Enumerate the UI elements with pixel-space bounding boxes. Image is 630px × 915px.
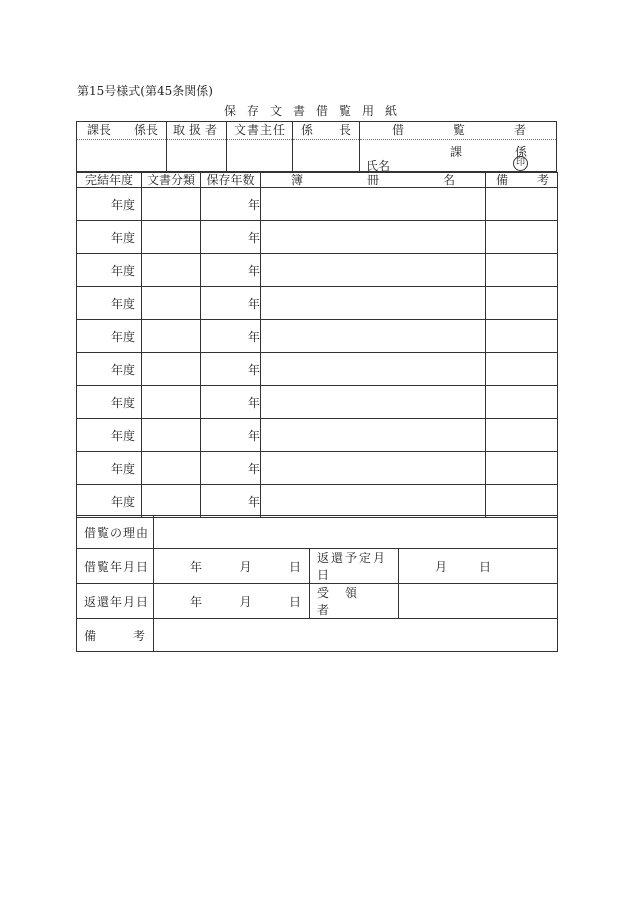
remarks-cell[interactable] <box>486 386 558 419</box>
ledger-name-cell[interactable] <box>261 188 486 221</box>
approval-bunsho-shunin-stamp-area <box>227 140 292 171</box>
approval-col-toriatsukai <box>167 122 227 171</box>
borrow-date-field[interactable] <box>154 549 310 584</box>
form-number-label: 第15号様式(第45条関係) <box>77 84 213 98</box>
table-row <box>77 353 558 386</box>
return-date-field[interactable] <box>154 584 310 619</box>
approval-kakaricho-stamp-area <box>293 140 359 171</box>
retention-unit-label: 年 <box>247 395 260 410</box>
year-unit-label: 年度 <box>110 263 135 278</box>
return-date-label: 返還年月日 <box>77 584 154 619</box>
document-title-text: 保存文書借覧用紙 <box>223 104 408 118</box>
table-row <box>77 188 558 221</box>
retention-unit-label: 年 <box>247 230 260 245</box>
borrower-fields <box>360 140 556 171</box>
remarks-cell[interactable] <box>486 221 558 254</box>
remarks-header-char-1: 備 <box>496 172 509 187</box>
table-header-row <box>77 173 558 188</box>
approval-col-borrower <box>360 122 556 171</box>
retention-cell[interactable] <box>201 419 261 452</box>
retention-unit-label: 年 <box>247 296 260 311</box>
completed-year-cell[interactable] <box>77 320 142 353</box>
approval-kakaricho-label: 係長 <box>133 123 158 137</box>
document-list-table <box>76 172 558 518</box>
completed-year-cell[interactable] <box>77 287 142 320</box>
retention-cell[interactable] <box>201 287 261 320</box>
doc-class-cell[interactable] <box>142 353 201 386</box>
retention-unit-label: 年 <box>247 428 260 443</box>
retention-cell[interactable] <box>201 485 261 518</box>
completed-year-cell[interactable] <box>77 386 142 419</box>
return-month-unit: 月 <box>239 594 252 609</box>
year-unit-label: 年度 <box>110 197 135 212</box>
retention-cell[interactable] <box>201 353 261 386</box>
year-unit-label: 年度 <box>110 362 135 377</box>
borrow-date-row <box>77 549 558 584</box>
remarks-label-char-1: 備 <box>84 628 97 643</box>
approval-col-bunsho-shunin <box>227 122 293 171</box>
approval-cho-char: 長 <box>338 123 351 137</box>
remarks-cell[interactable] <box>486 419 558 452</box>
approval-toriatsukai-label: 取扱者 <box>173 123 222 137</box>
remarks-cell[interactable] <box>486 452 558 485</box>
borrower-name-label: 氏名 <box>366 159 391 173</box>
year-unit-label: 年度 <box>110 230 135 245</box>
col-completed-year-header: 完結年度 <box>77 173 142 188</box>
return-due-month-unit: 月 <box>435 559 448 574</box>
document-list-body <box>77 188 558 518</box>
reason-row <box>77 516 558 549</box>
approval-box <box>76 121 557 172</box>
ledger-header-char-2: 冊 <box>366 172 379 187</box>
retention-unit-label: 年 <box>247 362 260 377</box>
completed-year-cell[interactable] <box>77 254 142 287</box>
retention-unit-label: 年 <box>247 494 260 509</box>
retention-unit-label: 年 <box>247 461 260 476</box>
ledger-header-char-1: 簿 <box>291 172 304 187</box>
return-due-field[interactable] <box>399 549 558 584</box>
return-date-row <box>77 584 558 619</box>
col-retention-header: 保存年数 <box>201 173 261 188</box>
doc-class-cell[interactable] <box>142 452 201 485</box>
seal-mark-icon: 印 <box>513 156 528 171</box>
table-row <box>77 419 558 452</box>
ledger-name-cell[interactable] <box>261 221 486 254</box>
year-unit-label: 年度 <box>110 329 135 344</box>
retention-unit-label: 年 <box>247 263 260 278</box>
year-unit-label: 年度 <box>110 296 135 311</box>
borrow-date-label: 借覧年月日 <box>77 549 154 584</box>
table-row <box>77 386 558 419</box>
approval-kakari-char: 係 <box>301 123 314 137</box>
remarks-cell[interactable] <box>486 254 558 287</box>
col-remarks-header <box>486 173 558 188</box>
receiver-label: 受領者 <box>310 584 399 619</box>
ledger-name-cell[interactable] <box>261 386 486 419</box>
retention-unit-label: 年 <box>247 197 260 212</box>
remarks-cell[interactable] <box>486 353 558 386</box>
approval-bunsho-shunin-label: 文書主任 <box>234 123 287 137</box>
doc-class-cell[interactable] <box>142 320 201 353</box>
remarks-label-char-2: 考 <box>132 628 145 643</box>
remarks-cell[interactable] <box>486 485 558 518</box>
retention-cell[interactable] <box>201 452 261 485</box>
loan-details-table <box>76 515 558 652</box>
approval-col-kakaricho <box>293 122 360 171</box>
ledger-name-cell[interactable] <box>261 353 486 386</box>
borrower-head-char-2: 覧 <box>452 123 465 137</box>
completed-year-cell[interactable] <box>77 419 142 452</box>
table-row <box>77 287 558 320</box>
ledger-header-char-3: 名 <box>442 172 455 187</box>
return-year-unit: 年 <box>190 594 203 609</box>
doc-class-cell[interactable] <box>142 287 201 320</box>
approval-kacho-label: 課長 <box>87 123 112 137</box>
doc-class-cell[interactable] <box>142 386 201 419</box>
completed-year-cell[interactable] <box>77 485 142 518</box>
doc-class-cell[interactable] <box>142 188 201 221</box>
doc-class-cell[interactable] <box>142 485 201 518</box>
col-doc-class-header: 文書分類 <box>142 173 201 188</box>
ledger-name-cell[interactable] <box>261 254 486 287</box>
return-day-unit: 日 <box>288 594 301 609</box>
ledger-name-cell[interactable] <box>261 419 486 452</box>
year-unit-label: 年度 <box>110 428 135 443</box>
retention-cell[interactable] <box>201 386 261 419</box>
return-due-day-unit: 日 <box>479 559 492 574</box>
approval-toriatsukai-stamp-area <box>167 140 226 171</box>
borrower-ka-label: 課 <box>450 145 463 159</box>
reason-label: 借覧の理由 <box>77 516 154 549</box>
remarks-cell[interactable] <box>486 320 558 353</box>
table-row <box>77 254 558 287</box>
borrower-kakari-label: 係 <box>514 145 527 159</box>
completed-year-cell[interactable] <box>77 353 142 386</box>
year-unit-label: 年度 <box>110 494 135 509</box>
approval-col-kacho-kakaricho <box>77 122 167 171</box>
remarks-label <box>77 619 154 652</box>
table-row <box>77 452 558 485</box>
remarks-cell[interactable] <box>486 188 558 221</box>
ledger-name-cell[interactable] <box>261 452 486 485</box>
year-unit-label: 年度 <box>110 395 135 410</box>
year-unit-label: 年度 <box>110 461 135 476</box>
ledger-name-cell[interactable] <box>261 320 486 353</box>
completed-year-cell[interactable] <box>77 452 142 485</box>
receiver-field[interactable] <box>399 584 558 619</box>
ledger-name-cell[interactable] <box>261 485 486 518</box>
ledger-name-cell[interactable] <box>261 287 486 320</box>
document-title <box>76 104 556 118</box>
retention-unit-label: 年 <box>247 329 260 344</box>
retention-cell[interactable] <box>201 221 261 254</box>
reason-field[interactable] <box>154 516 558 549</box>
borrower-head-char-1: 借 <box>392 123 405 137</box>
remarks-cell[interactable] <box>486 287 558 320</box>
borrow-year-unit: 年 <box>190 559 203 574</box>
borrower-head-char-3: 者 <box>513 123 526 137</box>
table-row <box>77 485 558 518</box>
retention-cell[interactable] <box>201 188 261 221</box>
retention-cell[interactable] <box>201 320 261 353</box>
retention-cell[interactable] <box>201 254 261 287</box>
return-due-label: 返還予定月日 <box>310 549 399 584</box>
borrow-month-unit: 月 <box>239 559 252 574</box>
table-row <box>77 221 558 254</box>
approval-kacho-stamp-area <box>77 140 166 171</box>
completed-year-cell[interactable] <box>77 221 142 254</box>
remarks-header-char-2: 考 <box>536 172 549 187</box>
borrow-day-unit: 日 <box>288 559 301 574</box>
remarks-field[interactable] <box>154 619 558 652</box>
completed-year-cell[interactable] <box>77 188 142 221</box>
col-ledger-name-header <box>261 173 486 188</box>
remarks-row <box>77 619 558 652</box>
doc-class-cell[interactable] <box>142 254 201 287</box>
doc-class-cell[interactable] <box>142 221 201 254</box>
table-row <box>77 320 558 353</box>
doc-class-cell[interactable] <box>142 419 201 452</box>
